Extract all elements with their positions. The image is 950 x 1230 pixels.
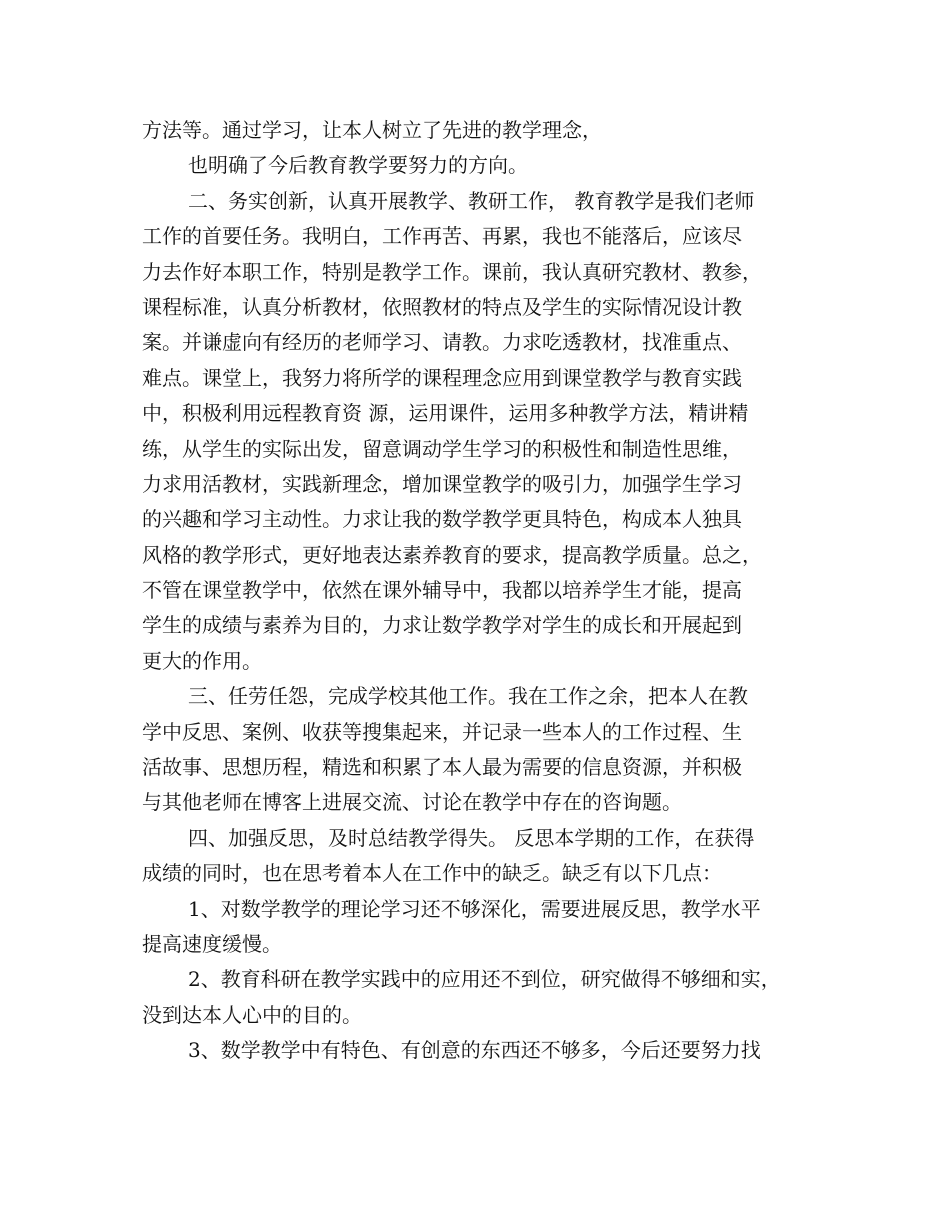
text-line: 三、任劳任怨，完成学校其他工作。我在工作之余，把本人在教 — [188, 684, 748, 709]
text-line: 四、加强反思，及时总结教学得失。 反思本学期的工作，在获得 — [188, 825, 755, 850]
text-line: 力求用活教材，实践新理念，增加课堂教学的吸引力，加强学生学习 — [142, 471, 742, 496]
text-line: 课程标准，认真分析教材，依照教材的特点及学生的实际情况设计教 — [142, 294, 742, 319]
text-line: 与其他老师在博客上进展交流、讨论在教学中存在的咨询题。 — [142, 790, 682, 815]
text-line: 提高速度缓慢。 — [142, 931, 282, 956]
text-line: 3、数学教学中有特色、有创意的东西还不够多，今后还要努力找 — [188, 1038, 761, 1063]
text-line: 成绩的同时，也在思考着本人在工作中的缺乏。缺乏有以下几点： — [142, 861, 722, 886]
text-line: 方法等。通过学习，让本人树立了先进的教学理念， — [142, 118, 602, 142]
text-line: 没到达本人心中的目的。 — [142, 1002, 362, 1027]
text-line: 学生的成绩与素养为目的，力求让数学教学对学生的成长和开展起到 — [142, 613, 742, 638]
text-line: 活故事、思想历程，精选和积累了本人最为需要的信息资源，并积极 — [142, 755, 742, 780]
text-line: 力去作好本职工作，特别是教学工作。课前，我认真研究教材、教参， — [142, 259, 762, 284]
text-line: 难点。课堂上，我努力将所学的课程理念应用到课堂教学与教育实践 — [142, 365, 742, 390]
text-line: 风格的教学形式，更好地表达素养教育的要求，提高教学质量。总之， — [142, 542, 762, 567]
text-line: 案。并谦虚向有经历的老师学习、请教。力求吃透教材，找准重点、 — [142, 330, 742, 355]
text-line: 学中反思、案例、收获等搜集起来，并记录一些本人的工作过程、生 — [142, 719, 742, 744]
text-line: 的兴趣和学习主动性。力求让我的数学教学更具特色，构成本人独具 — [142, 507, 742, 532]
text-line: 不管在课堂教学中，依然在课外辅导中，我都以培养学生才能，提高 — [142, 578, 742, 603]
text-line: 练，从学生的实际出发，留意调动学生学习的积极性和制造性思维， — [142, 436, 742, 461]
text-line: 也明确了今后教育教学要努力的方向。 — [188, 153, 528, 178]
text-line: 1、对数学教学的理论学习还不够深化，需要进展反思，教学水平 — [188, 896, 761, 921]
text-line: 工作的首要任务。我明白，工作再苦、再累，我也不能落后，应该尽 — [142, 224, 742, 249]
document-body — [142, 113, 828, 1069]
text-line: 更大的作用。 — [142, 648, 262, 673]
text-line: 二、务实创新，认真开展教学、教研工作， 教育教学是我们老师 — [188, 188, 755, 213]
text-line: 中，积极利用远程教育资 源，运用课件，运用多种教学方法，精讲精 — [142, 401, 749, 426]
text-line: 2、教育科研在教学实践中的应用还不到位，研究做得不够细和实， — [188, 967, 781, 992]
